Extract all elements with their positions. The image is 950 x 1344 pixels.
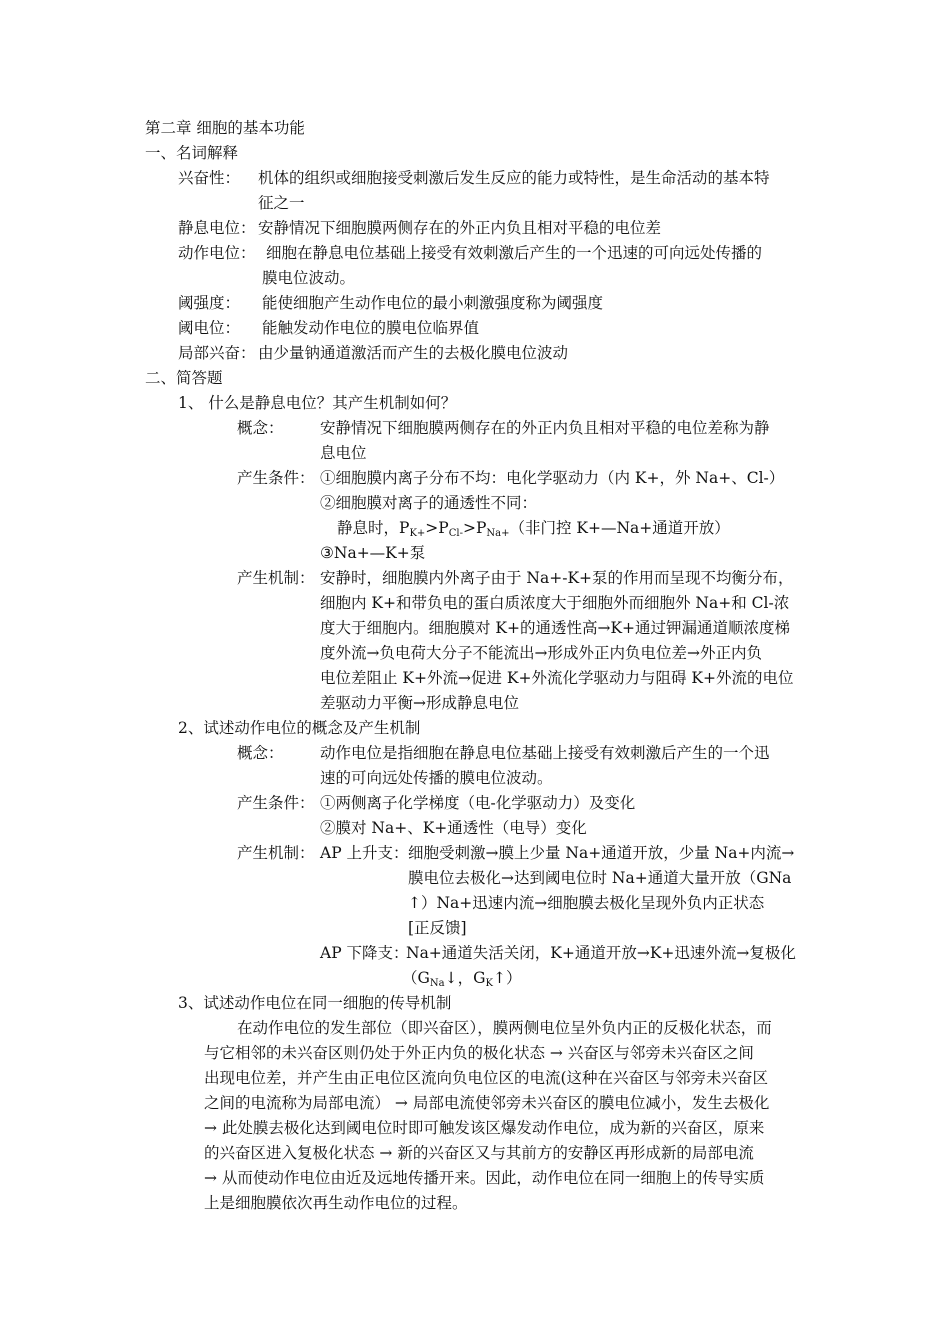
term-label: 局部兴奋： bbox=[178, 344, 256, 362]
term-label: 静息电位： bbox=[178, 219, 256, 237]
concept-line: 速的可向远处传播的膜电位波动。 bbox=[320, 769, 553, 787]
paragraph-line: 上是细胞膜依次再生动作电位的过程。 bbox=[204, 1194, 468, 1212]
term-label: 动作电位： bbox=[178, 244, 256, 262]
term-definition-line: 机体的组织或细胞接受刺激后发生反应的能力或特性，是生命活动的基本特 bbox=[258, 169, 770, 187]
rising-phase-line: 膜电位去极化→达到阈电位时 Na+通道大量开放（GNa bbox=[408, 869, 792, 887]
condition-label: 产生条件： bbox=[237, 469, 315, 487]
question-title: 1、 什么是静息电位？其产生机制如何？ bbox=[178, 394, 457, 412]
conductance-mid: ↓，G bbox=[444, 969, 486, 987]
term-label: 阈强度： bbox=[178, 294, 241, 312]
term-definition-line: 征之一 bbox=[258, 194, 305, 212]
question-title: 2、试述动作电位的概念及产生机制 bbox=[178, 719, 421, 737]
term-definition-line: 由少量钠通道激活而产生的去极化膜电位波动 bbox=[258, 344, 569, 362]
term-definition-line: 安静情况下细胞膜两侧存在的外正内负且相对平稳的电位差 bbox=[258, 219, 662, 237]
mechanism-line: 差驱动力平衡→形成静息电位 bbox=[320, 694, 519, 712]
subscript: K+ bbox=[409, 528, 426, 539]
subscript: Na bbox=[429, 978, 445, 989]
concept-line: 息电位 bbox=[320, 444, 367, 462]
term-label: 兴奋性： bbox=[178, 169, 241, 187]
term-definition-line: 能触发动作电位的膜电位临界值 bbox=[262, 319, 480, 337]
section-heading-short-answers: 二、简答题 bbox=[145, 369, 223, 387]
condition-item: ②细胞膜对离子的通透性不同： bbox=[320, 494, 538, 512]
condition-item: ①细胞膜内离子分布不均：电化学驱动力（内 K+，外 Na+、Cl-） bbox=[320, 469, 785, 487]
mechanism-label: 产生机制： bbox=[237, 569, 315, 587]
rising-phase-label: AP 上升支： bbox=[320, 844, 409, 862]
subscript: K bbox=[485, 978, 493, 989]
paragraph-line: 之间的电流称为局部电流） → 局部电流使邻旁未兴奋区的膜电位减小，发生去极化 bbox=[204, 1094, 770, 1112]
conductance-open: （G bbox=[402, 969, 430, 987]
mechanism-line: 度大于细胞内。细胞膜对 K+的通透性高→K+通过钾漏通道顺浓度梯 bbox=[320, 619, 791, 637]
term-definition-line: 能使细胞产生动作电位的最小刺激强度称为阈强度 bbox=[262, 294, 604, 312]
paragraph-line: 的兴奋区进入复极化状态 → 新的兴奋区又与其前方的安静区再形成新的局部电流 bbox=[204, 1144, 754, 1162]
concept-line: 动作电位是指细胞在静息电位基础上接受有效刺激后产生的一个迅 bbox=[320, 744, 770, 762]
concept-label: 概念： bbox=[237, 744, 284, 762]
paragraph-line: 出现电位差，并产生由正电位区流向负电位区的电流(这种在兴奋区与邻旁未兴奋区 bbox=[204, 1069, 769, 1087]
comparison: >P bbox=[462, 519, 487, 537]
rising-phase-line: 细胞受刺激→膜上少量 Na+通道开放，少量 Na+内流→ bbox=[408, 844, 795, 862]
falling-phase-line: Na+通道失活关闭，K+通道开放→K+迅速外流→复极化 bbox=[406, 944, 796, 962]
mechanism-label: 产生机制： bbox=[237, 844, 315, 862]
condition-item: ③Na+—K+泵 bbox=[320, 544, 426, 562]
paragraph-line: → 从而使动作电位由近及远地传播开来。因此，动作电位在同一细胞上的传导实质 bbox=[204, 1169, 765, 1187]
mechanism-line: 安静时，细胞膜内外离子由于 Na+-K+泵的作用而呈现不均衡分布， bbox=[320, 569, 794, 587]
paragraph-line: → 此处膜去极化达到阈电位时即可触发该区爆发动作电位，成为新的兴奋区，原来 bbox=[204, 1119, 765, 1137]
condition-item: ②膜对 Na+、K+通透性（电导）变化 bbox=[320, 819, 587, 837]
term-definition-line: 细胞在静息电位基础上接受有效刺激后产生的一个迅速的可向远处传播的 bbox=[266, 244, 763, 262]
subscript: Na+ bbox=[486, 528, 510, 539]
conductance-close: ↑） bbox=[492, 969, 522, 987]
subscript: Cl- bbox=[448, 528, 463, 539]
chapter-title: 第二章 细胞的基本功能 bbox=[145, 119, 305, 137]
mechanism-line: 电位差阻止 K+外流→促进 K+外流化学驱动力与阻碍 K+外流的电位 bbox=[320, 669, 794, 687]
condition-label: 产生条件： bbox=[237, 794, 315, 812]
section-heading-definitions: 一、名词解释 bbox=[145, 144, 239, 162]
falling-phase-label: AP 下降支： bbox=[320, 944, 409, 962]
comparison: >P bbox=[425, 519, 449, 537]
concept-line: 安静情况下细胞膜两侧存在的外正内负且相对平稳的电位差称为静 bbox=[320, 419, 770, 437]
paragraph-line: 在动作电位的发生部位（即兴奋区），膜两侧电位呈外负内正的反极化状态，而 bbox=[237, 1019, 772, 1037]
concept-label: 概念： bbox=[237, 419, 284, 437]
rising-phase-line: ↑）Na+迅速内流→细胞膜去极化呈现外负内正状态 bbox=[408, 894, 765, 912]
condition-item: ①两侧离子化学梯度（电-化学驱动力）及变化 bbox=[320, 794, 636, 812]
permeability-relation bbox=[337, 518, 730, 538]
positive-feedback-note: [正反馈] bbox=[408, 919, 467, 937]
paragraph-line: 与它相邻的未兴奋区则仍处于外正内负的极化状态 → 兴奋区与邻旁未兴奋区之间 bbox=[204, 1044, 754, 1062]
question-title: 3、试述动作电位在同一细胞的传导机制 bbox=[178, 994, 452, 1012]
conductance-change bbox=[402, 968, 521, 988]
mechanism-line: 细胞内 K+和带负电的蛋白质浓度大于细胞外而细胞外 Na+和 Cl-浓 bbox=[320, 594, 790, 612]
term-definition-line: 膜电位波动。 bbox=[262, 269, 356, 287]
term-label: 阈电位： bbox=[178, 319, 241, 337]
mechanism-line: 度外流→负电荷大分子不能流出→形成外正内负电位差→外正内负 bbox=[320, 644, 762, 662]
permeability-suffix: （非门控 K+—Na+通道开放） bbox=[509, 519, 730, 537]
permeability-prefix: 静息时，P bbox=[337, 519, 410, 537]
